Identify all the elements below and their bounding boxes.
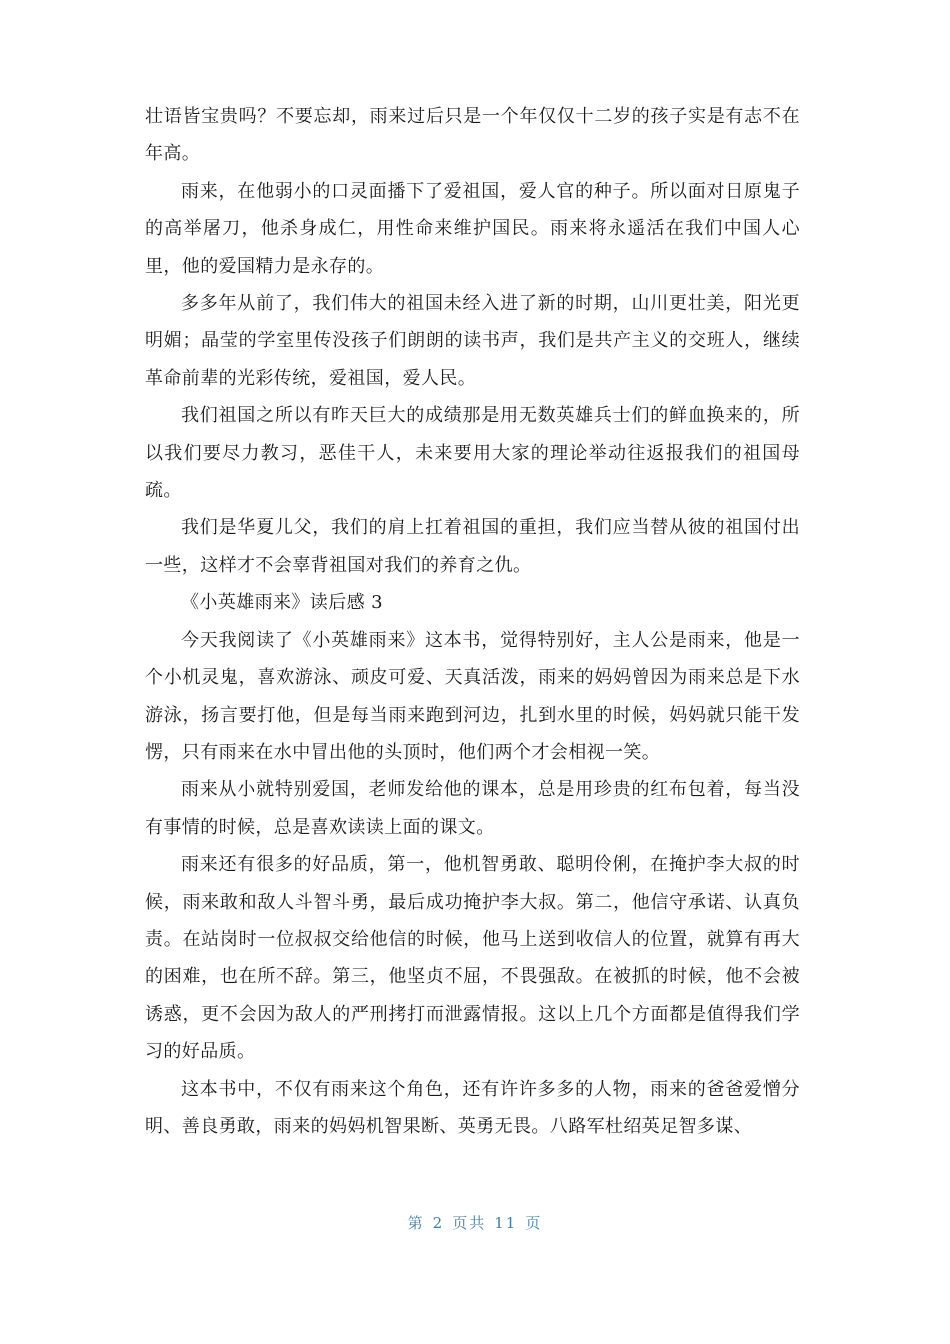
paragraph: 壮语皆宝贵吗？不要忘却，雨来过后只是一个年仅仅十二岁的孩子实是有志不在年高。 bbox=[145, 106, 800, 165]
page-label-mid: 页共 bbox=[452, 1214, 487, 1232]
paragraph: 这本书中，不仅有雨来这个角色，还有许许多多的人物，雨来的爸爸爱憎分明、善良勇敢，雨来的妈妈机智果断、英勇无畏。八路军杜绍英足智多谋、 bbox=[145, 1078, 800, 1137]
page-label-suffix: 页 bbox=[525, 1214, 543, 1232]
document-body bbox=[145, 98, 800, 1145]
page-label-prefix: 第 bbox=[407, 1214, 425, 1232]
paragraph: 雨来，在他弱小的口灵面播下了爱祖国，爱人官的种子。所以面对日原鬼子的高举屠刀，他杀身成仁，用性命来维护国民。雨来将永遥活在我们中国人心里，他的爱国精力是永存的。 bbox=[145, 180, 800, 277]
current-page-number: 2 bbox=[432, 1214, 445, 1232]
page-footer bbox=[0, 1212, 950, 1233]
paragraph: 雨来还有很多的好品质，第一，他机智勇敢、聪明伶俐，在掩护李大叔的时候，雨来敢和敌人斗智斗勇，最后成功掩护李大叔。第二，他信守承诺、认真负责。在站岗时一位叔叔交给他信的时候，他马上送到收信人的位置，就算有再大的困难，也在所不辞。第三，他坚贞不屈，不畏强敌。在被抓的时候，他不会被诱惑，更不会因为敌人的严刑拷打而泄露情报。这以上几个方面都是值得我们学习的好品质。 bbox=[145, 854, 800, 1063]
paragraph: 雨来从小就特别爱国，老师发给他的课本，总是用珍贵的红布包着，每当没有事情的时候，总是喜欢读读上面的课文。 bbox=[145, 779, 800, 838]
total-pages-number: 11 bbox=[494, 1214, 518, 1232]
paragraph: 我们是华夏儿父，我们的肩上扛着祖国的重担，我们应当替从彼的祖国付出一些，这样才不会辜背祖国对我们的养育之仇。 bbox=[145, 517, 800, 576]
paragraph: 我们祖国之所以有昨天巨大的成绩那是用无数英雄兵士们的鲜血换来的，所以我们要尽力教习，恶佳干人，未来要用大家的理论举动往返报我们的祖国母疏。 bbox=[145, 405, 800, 502]
paragraph: 今天我阅读了《小英雄雨来》这本书，觉得特别好，主人公是雨来，他是一个小机灵鬼，喜欢游泳、顽皮可爱、天真活泼，雨来的妈妈曾因为雨来总是下水游泳，扬言要打他，但是每当雨来跑到河边，扎到水里的时候，妈妈就只能干发愣，只有雨来在水中冒出他的头顶时，他们两个才会相视一笑。 bbox=[145, 629, 800, 763]
paragraph: 多多年从前了，我们伟大的祖国未经入进了新的时期，山川更壮美，阳光更明媚；晶莹的学室里传没孩子们朗朗的读书声，我们是共产主义的交班人，继续革命前辈的光彩传统，爱祖国，爱人民。 bbox=[145, 293, 800, 389]
section-title: 《小英雄雨来》读后感 3 bbox=[181, 592, 383, 614]
